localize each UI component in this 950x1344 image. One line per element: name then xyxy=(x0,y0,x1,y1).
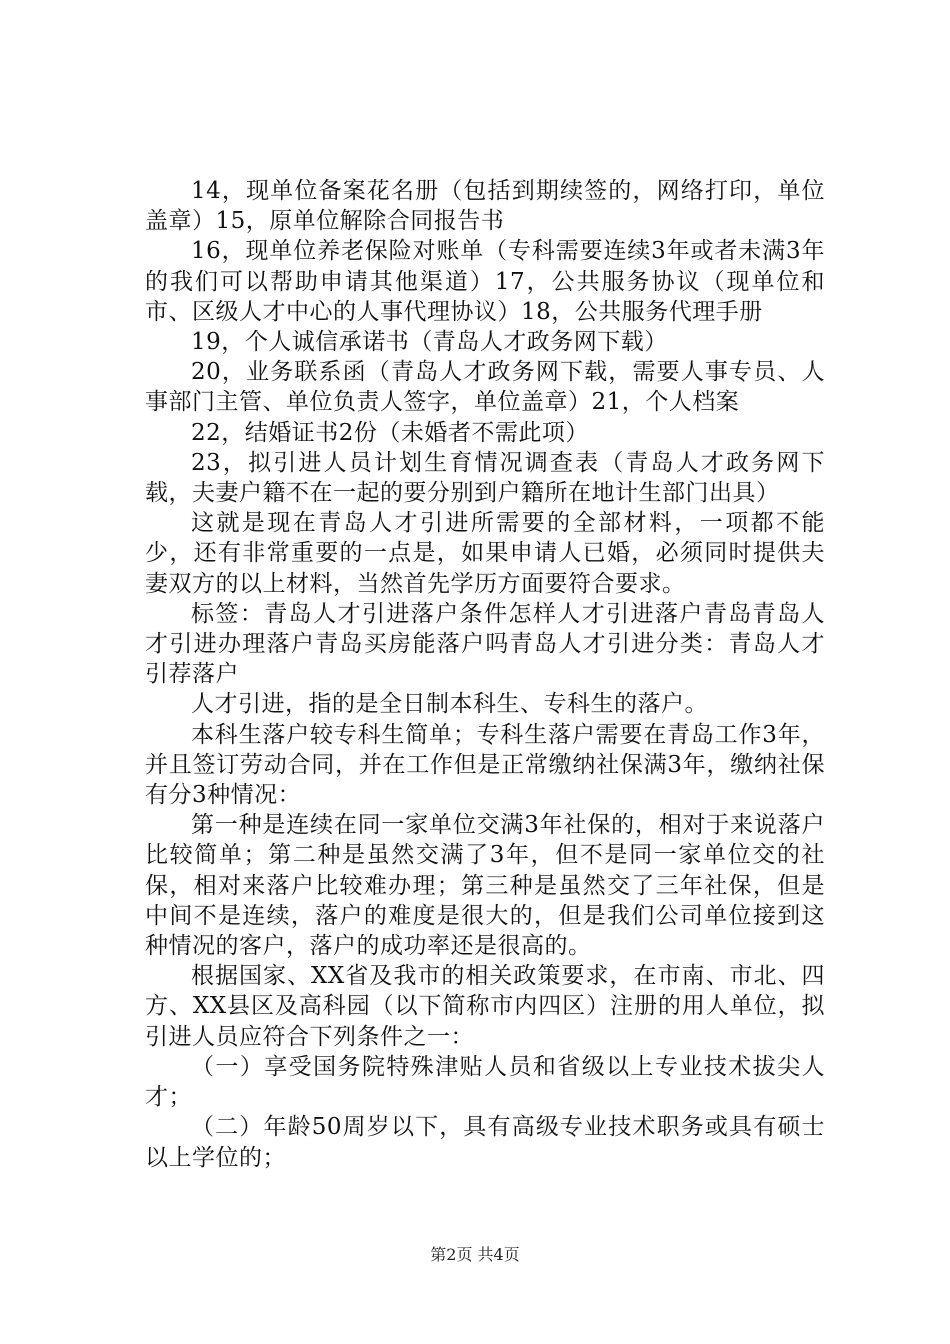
paragraph: 根据国家、XX省及我市的相关政策要求，在市南、市北、四方、XX县区及高科园（以下简称市内四区）注册的用人单位，拟引进人员应符合下列条件之一： xyxy=(145,963,825,1050)
document-body xyxy=(145,176,825,1173)
paragraph: （一）享受国务院特殊津贴人员和省级以上专业技术拔尖人才； xyxy=(145,1053,825,1111)
paragraph: 人才引进，指的是全日制本科生、专科生的落户。 xyxy=(191,691,708,718)
paragraph: 标签：青岛人才引进落户条件怎样人才引进落户青岛青岛人才引进办理落户青岛买房能落户吗青岛人才引进分类：青岛人才引荐落户 xyxy=(145,600,825,688)
paragraph: 22，结婚证书2份（未婚者不需此项） xyxy=(191,419,589,446)
paragraph: 本科生落户较专科生简单；专科生落户需要在青岛工作3年，并且签订劳动合同，并在工作但是正常缴纳社保满3年，缴纳社保有分3种情况： xyxy=(145,721,825,809)
paragraph: 23，拟引进人员计划生育情况调查表（青岛人才政务网下载，夫妻户籍不在一起的要分别到户籍所在地计生部门出具） xyxy=(145,449,825,507)
paragraph: 19，个人诚信承诺书（青岛人才政务网下载） xyxy=(191,329,668,356)
paragraph: 16，现单位养老保险对账单（专科需要连续3年或者未满3年的我们可以帮助申请其他渠道）17，公共服务协议（现单位和市、区级人才中心的人事代理协议）18，公共服务代理手册 xyxy=(145,238,825,325)
paragraph: 这就是现在青岛人才引进所需要的全部材料，一项都不能少，还有非常重要的一点是，如果申请人已婚，必须同时提供夫妻双方的以上材料，当然首先学历方面要符合要求。 xyxy=(145,510,825,597)
paragraph: 第一种是连续在同一家单位交满3年社保的，相对于来说落户比较简单；第二种是虽然交满了3年，但不是同一家单位交的社保，相对来落户比较难办理；第三种是虽然交了三年社保，但是中间不是连续，落户的难度是很大的，但是我们公司单位接到这种情况的客户，落户的成功率还是很高的。 xyxy=(145,812,825,960)
page-footer xyxy=(0,1242,950,1265)
paragraph: 14，现单位备案花名册（包括到期续签的，网络打印，单位盖章）15，原单位解除合同报告书 xyxy=(145,178,825,235)
page-indicator: 第2页 共4页 xyxy=(430,1245,520,1264)
paragraph: 20，业务联系函（青岛人才政务网下载，需要人事专员、人事部门主管、单位负责人签字，单位盖章）21，个人档案 xyxy=(145,359,825,416)
paragraph: （二）年龄50周岁以下，具有高级专业技术职务或具有硕士以上学位的； xyxy=(145,1114,825,1171)
